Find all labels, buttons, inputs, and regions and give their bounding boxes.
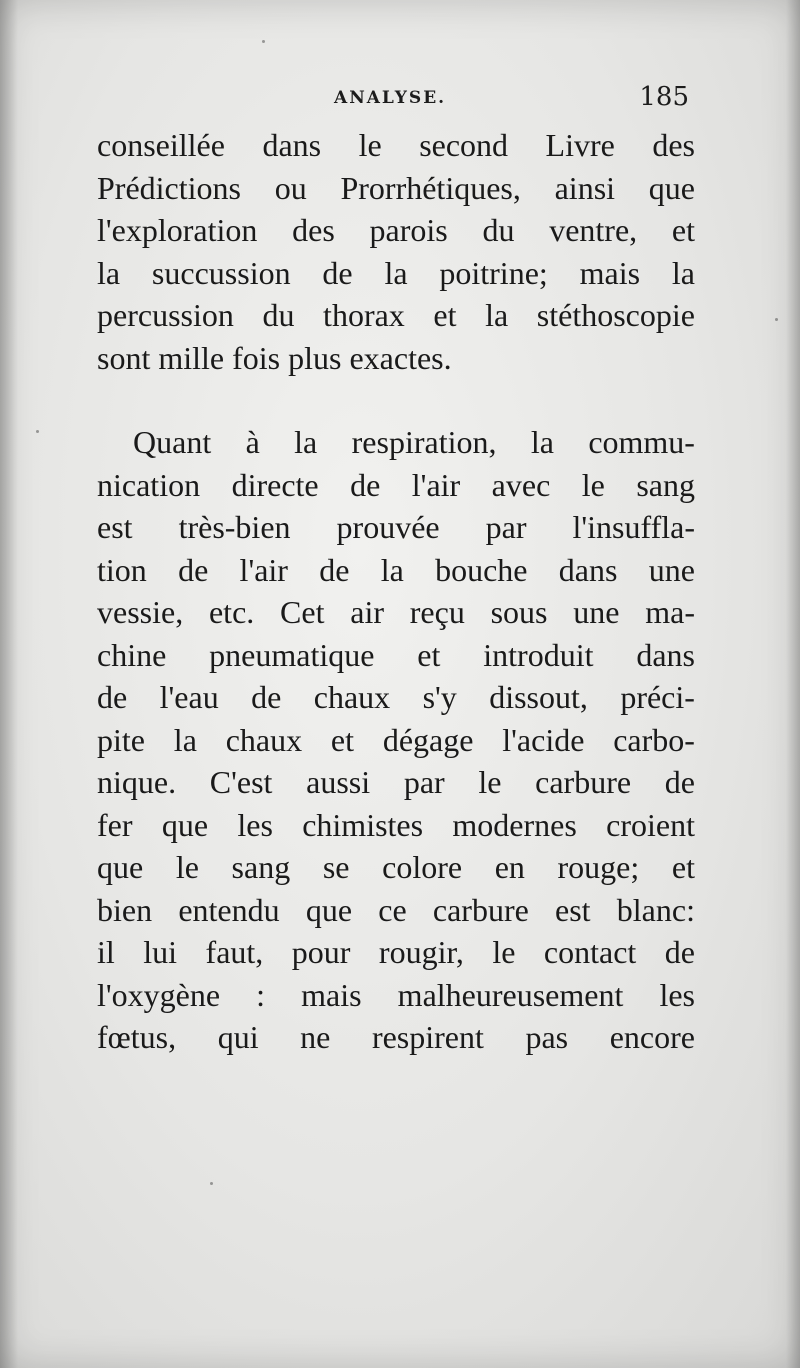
text-line: sont mille fois plus exactes. — [97, 339, 452, 376]
text-line: est très-bien prouvée par l'insuffla- — [97, 509, 695, 545]
text-line: tion de l'air de la bouche dans une — [97, 551, 695, 588]
page-number: 185 — [639, 82, 689, 112]
paper-speck — [775, 318, 778, 321]
text-line: conseillée dans le second Livre des — [97, 127, 695, 163]
text-line: vessie, etc. Cet air reçu sous une ma- — [97, 594, 695, 630]
text-line: fer que les chimistes modernes croient — [97, 806, 695, 843]
text-line: que le sang se colore en rouge; et — [97, 849, 695, 885]
text-line: Prédictions ou Prorrhétiques, ainsi que — [97, 169, 695, 206]
running-title: ANALYSE. — [334, 88, 447, 108]
text-line: nication directe de l'air avec le sang — [97, 466, 695, 503]
body-text — [97, 124, 695, 1059]
text-line: fœtus, qui ne respirent pas encore — [97, 1019, 695, 1055]
text-line: pite la chaux et dégage l'acide carbo- — [97, 721, 695, 758]
running-head — [97, 82, 689, 114]
paragraph — [97, 124, 695, 379]
paper-speck — [210, 1182, 213, 1185]
text-line: bien entendu que ce carbure est blanc: — [97, 891, 695, 928]
paragraph-gap — [97, 379, 695, 421]
text-line: chine pneumatique et introduit dans — [97, 636, 695, 673]
text-line: nique. C'est aussi par le carbure de — [97, 764, 695, 800]
text-line: l'exploration des parois du ventre, et — [97, 212, 695, 248]
text-line: il lui faut, pour rougir, le contact de — [97, 934, 695, 970]
paper-speck — [262, 40, 265, 43]
text-line: Quant à la respiration, la commu- — [133, 424, 695, 460]
text-line: la succussion de la poitrine; mais la — [97, 254, 695, 291]
paper-speck — [36, 430, 39, 433]
text-line: de l'eau de chaux s'y dissout, préci- — [97, 679, 695, 715]
text-line: l'oxygène : mais malheureusement les — [97, 976, 695, 1013]
text-line: percussion du thorax et la stéthoscopie — [97, 297, 695, 333]
paragraph — [97, 421, 695, 1059]
